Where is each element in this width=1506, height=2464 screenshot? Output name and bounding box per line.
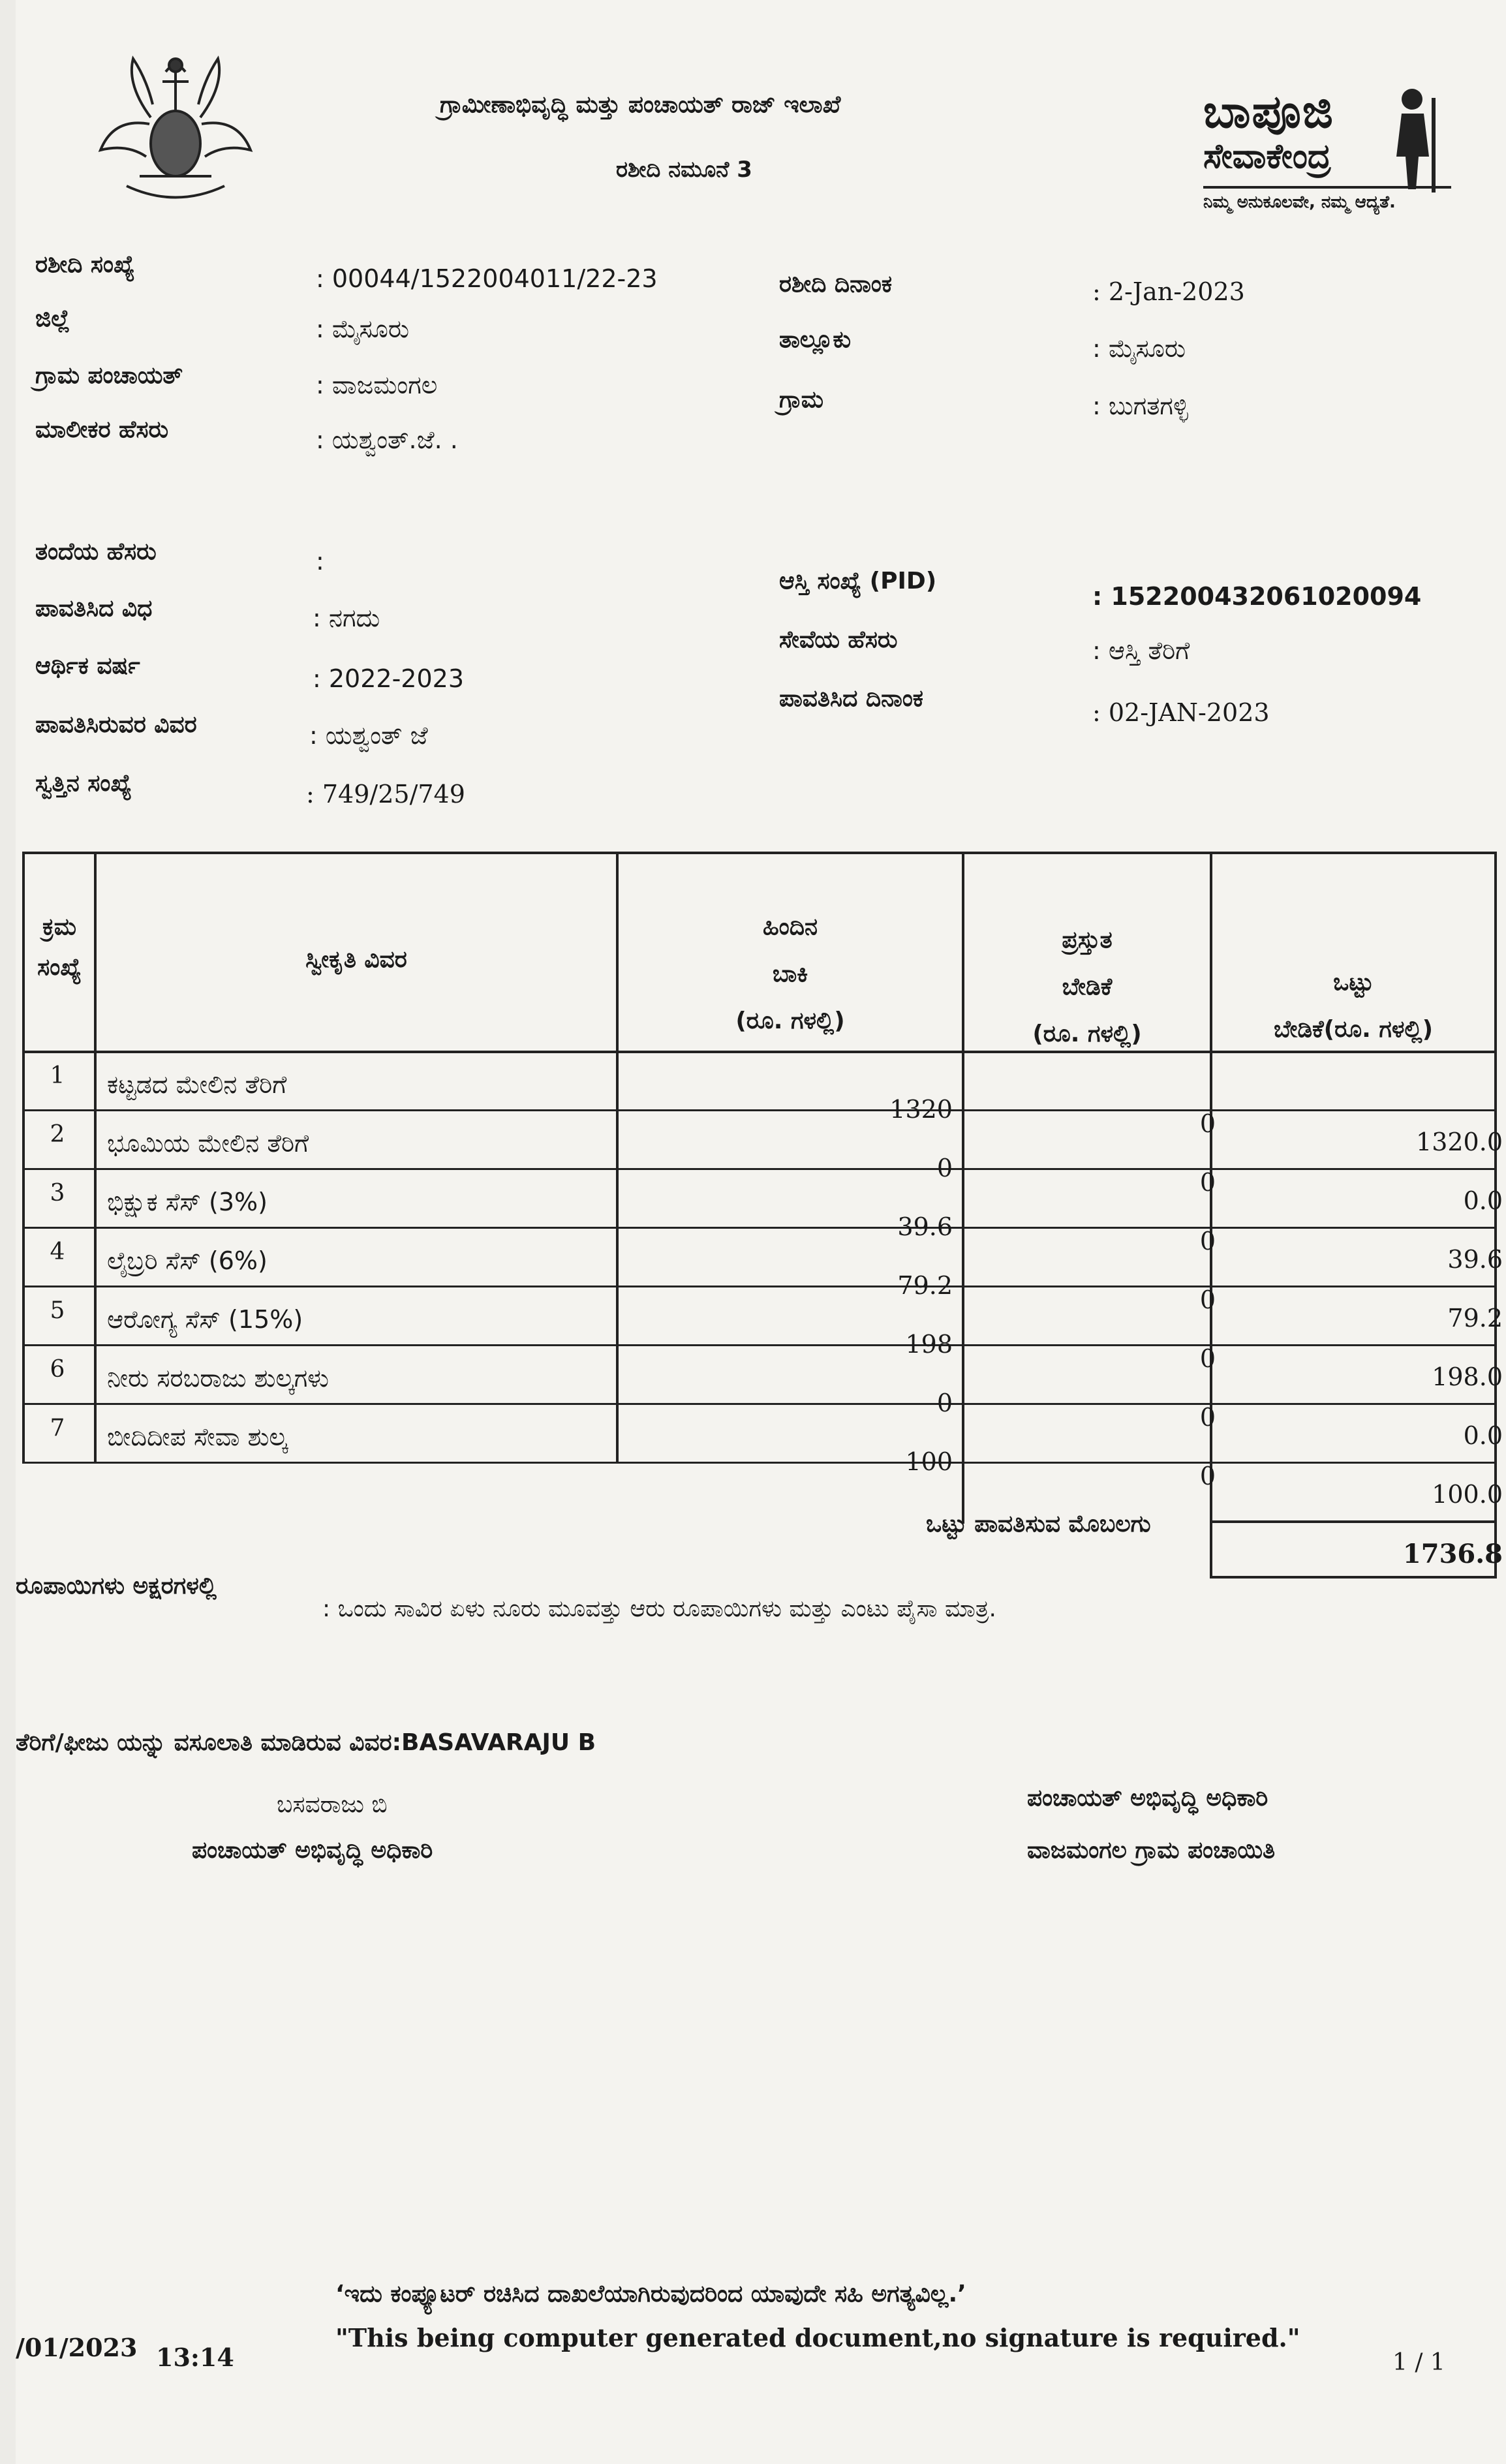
payer-details-label: ಪಾವತಿಸಿರುವರ ವಿವರ (35, 711, 197, 738)
row-2-previous: 0 (936, 1154, 953, 1182)
state-emblem-icon (87, 46, 264, 215)
row-5-description: ಆರೋಗ್ಯ ಸೆಸ್ (15%) (107, 1305, 303, 1334)
row-5-current: 0 (1199, 1344, 1216, 1373)
row-4-description: ಲೈಬ್ರರಿ ಸೆಸ್ (6%) (107, 1246, 268, 1275)
row-6-sno: 6 (50, 1356, 65, 1383)
row-3-sno: 3 (50, 1180, 65, 1207)
row-3-previous: 39.6 (897, 1212, 953, 1241)
owner-name-label: ಮಾಲೀಕರ ಹೆಸರು (35, 416, 169, 443)
row-2-sno: 2 (50, 1121, 65, 1148)
row-7-previous: 100 (905, 1447, 953, 1476)
row-2-current: 0 (1199, 1168, 1216, 1197)
row-4-total: 79.2 (1447, 1304, 1503, 1332)
row-5-previous: 198 (905, 1330, 953, 1359)
district-label: ಜಿಲ್ಲೆ (35, 305, 70, 332)
row-5-total: 198.0 (1432, 1363, 1503, 1391)
footer-note-english: "This being computer generated document,no signature is required." (335, 2323, 1300, 2352)
receipt-date-label: ರಶೀದಿ ದಿನಾಂಕ (779, 271, 893, 298)
row-3-current: 0 (1199, 1227, 1216, 1255)
village-label: ಗ್ರಾಮ (779, 386, 824, 413)
collector-details: ತೆರಿಗೆ/ಫೀಜು ಯನ್ನು ವಸೂಲಾತಿ ಮಾಡಿರುವ ವಿವರ:BASAVARAJU B (16, 1729, 596, 1756)
row-1-sno: 1 (50, 1062, 65, 1089)
header-sno: ಕ್ರಮ ಸಂಖ್ಯೆ (37, 914, 82, 981)
row-6-description: ನೀರು ಸರಬರಾಜು ಶುಲ್ಕಗಳು (107, 1364, 329, 1393)
financial-year-label: ಆರ್ಥಿಕ ವರ್ಷ (35, 653, 140, 679)
footer-date: /01/2023 (16, 2333, 138, 2362)
property-pid-label: ಆಸ್ತಿ ಸಂಖ್ಯೆ (PID) (779, 568, 937, 594)
property-pid-value: : 152200432061020094 (1092, 582, 1422, 611)
signatory-right-designation: ಪಂಚಾಯತ್ ಅಭಿವೃದ್ಧಿ ಅಧಿಕಾರಿ (1027, 1785, 1268, 1811)
payment-mode-label: ಪಾವತಿಸಿದ ವಿಧ (35, 595, 153, 622)
brand-subtitle: ಸೇವಾಕೇಂದ್ರ (1203, 137, 1331, 176)
row-7-description: ಬೀದಿದೀಪ ಸೇವಾ ಶುಲ್ಕ (107, 1423, 288, 1451)
receipt-no-label: ರಶೀದಿ ಸಂಖ್ಯೆ (35, 251, 135, 278)
signatory-left-name: ಬಸವರಾಜು ಬಿ (277, 1791, 388, 1818)
service-name-value: : ಆಸ್ತಿ ತೆರಿಗೆ (1092, 636, 1190, 665)
owner-name-value: : ಯಶ್ವಂತ್.ಜೆ. . (316, 425, 458, 454)
brand-name: ಬಾಪೂಜಿ (1203, 85, 1334, 138)
row-2-total: 0.0 (1463, 1186, 1503, 1215)
header-total-demand: ಒಟ್ಟು ಬೇಡಿಕೆ(ರೂ. ಗಳಲ್ಲಿ) (1273, 969, 1434, 1043)
row-6-total: 0.0 (1463, 1421, 1503, 1450)
brand-tagline: ನಿಮ್ಮ ಅನುಕೂಲವೇ, ನಮ್ಮ ಆದ್ಯತೆ. (1203, 192, 1396, 212)
father-name-value: : (316, 547, 324, 576)
department-title: ಗ್ರಾಮೀಣಾಭಿವೃದ್ಧಿ ಮತ್ತು ಪಂಚಾಯತ್ ರಾಜ್ ಇಲಾಖೆ (440, 91, 841, 118)
payment-date-value: : 02-JAN-2023 (1092, 698, 1270, 727)
receipt-page (16, 0, 1506, 2464)
gram-panchayat-label: ಗ್ರಾಮ ಪಂಚಾಯತ್ (35, 362, 183, 389)
payer-details-value: : ಯಶ್ವಂತ್ ಜೆ (309, 721, 428, 750)
grand-total-label: ಒಟ್ಟು ಪಾವತಿಸುವ ಮೊಬಲಗು (926, 1511, 1151, 1537)
service-name-label: ಸೇವೆಯ ಹೆಸರು (779, 626, 898, 653)
row-6-previous: 0 (936, 1389, 953, 1417)
signatory-left-designation: ಪಂಚಾಯತ್ ಅಭಿವೃದ್ಧಿ ಅಧಿಕಾರಿ (192, 1837, 433, 1864)
taluk-label: ತಾಲ್ಲೂಕು (779, 326, 852, 353)
row-5-sno: 5 (50, 1297, 65, 1324)
header-description: ಸ್ವೀಕೃತಿ ವಿವರ (305, 946, 407, 973)
row-3-description: ಭಿಕ್ಷುಕ ಸೆಸ್ (3%) (107, 1188, 268, 1216)
amount-in-words-label: ರೂಪಾಯಿಗಳು ಅಕ್ಷರಗಳಲ್ಲಿ (16, 1573, 217, 1599)
property-no-label: ಸ್ವತ್ತಿನ ಸಂಖ್ಯೆ (35, 770, 132, 797)
header-previous-balance: ಹಿಂದಿನ ಬಾಕಿ (ರೂ. ಗಳಲ್ಲಿ) (735, 914, 845, 1034)
father-name-label: ತಂದೆಯ ಹೆಸರು (35, 538, 157, 565)
row-4-sno: 4 (50, 1239, 65, 1265)
row-1-total: 1320.0 (1416, 1128, 1503, 1156)
taluk-value: : ಮೈಸೂರು (1092, 334, 1186, 363)
receipt-date-value: : 2-Jan-2023 (1092, 277, 1245, 306)
village-value: : ಬುಗತಗಳ್ಳಿ (1092, 392, 1189, 420)
gandhi-silhouette-icon (1373, 85, 1451, 196)
footer-time: 13:14 (156, 2343, 234, 2372)
row-1-description: ಕಟ್ಟಡದ ಮೇಲಿನ ತೆರಿಗೆ (107, 1070, 287, 1099)
payment-mode-value: : ನಗದು (313, 604, 380, 632)
footer-page-number: 1 / 1 (1392, 2349, 1445, 2376)
gram-panchayat-value: : ವಾಜಮಂಗಲ (316, 371, 438, 399)
form-title: ರಶೀದಿ ನಮೂನೆ 3 (616, 157, 752, 183)
row-4-previous: 79.2 (897, 1271, 953, 1300)
footer-note-kannada: ‘ಇದು ಕಂಪ್ಯೂಟರ್ ರಚಿಸಿದ ದಾಖಲೆಯಾಗಿರುವುದರಿಂದ ಯಾವುದೇ ಸಹಿ ಅಗತ್ಯವಿಲ್ಲ.’ (335, 2281, 966, 2307)
row-2-description: ಭೂಮಿಯ ಮೇಲಿನ ತೆರಿಗೆ (107, 1129, 309, 1158)
row-7-sno: 7 (50, 1415, 65, 1441)
district-value: : ಮೈಸೂರು (316, 315, 410, 343)
header-current-demand: ಪ್ರಸ್ತುತ ಬೇಡಿಕೆ (ರೂ. ಗಳಲ್ಲಿ) (1032, 927, 1142, 1047)
signatory-right-office: ವಾಜಮಂಗಲ ಗ್ರಾಮ ಪಂಚಾಯಿತಿ (1027, 1837, 1276, 1864)
payment-date-label: ಪಾವತಿಸಿದ ದಿನಾಂಕ (779, 685, 924, 712)
brand-underline (1203, 186, 1451, 189)
row-3-total: 39.6 (1447, 1245, 1503, 1274)
row-4-current: 0 (1199, 1286, 1216, 1314)
amount-in-words-value: : ಒಂದು ಸಾವಿರ ಏಳು ನೂರು ಮೂವತ್ತು ಆರು ರೂಪಾಯಿಗಳು ಮತ್ತು ಎಂಟು ಪೈಸಾ ಮಾತ್ರ. (322, 1595, 996, 1622)
row-7-total: 100.0 (1432, 1480, 1503, 1509)
financial-year-value: : 2022-2023 (313, 664, 465, 693)
receipt-no-value: : 00044/1522004011/22-23 (316, 264, 658, 293)
property-no-value: : 749/25/749 (306, 780, 465, 808)
grand-total-value: 1736.8 (1402, 1539, 1503, 1569)
row-1-current: 0 (1199, 1109, 1216, 1138)
row-7-current: 0 (1199, 1462, 1216, 1490)
row-1-previous: 1320 (889, 1095, 953, 1124)
row-6-current: 0 (1199, 1403, 1216, 1432)
